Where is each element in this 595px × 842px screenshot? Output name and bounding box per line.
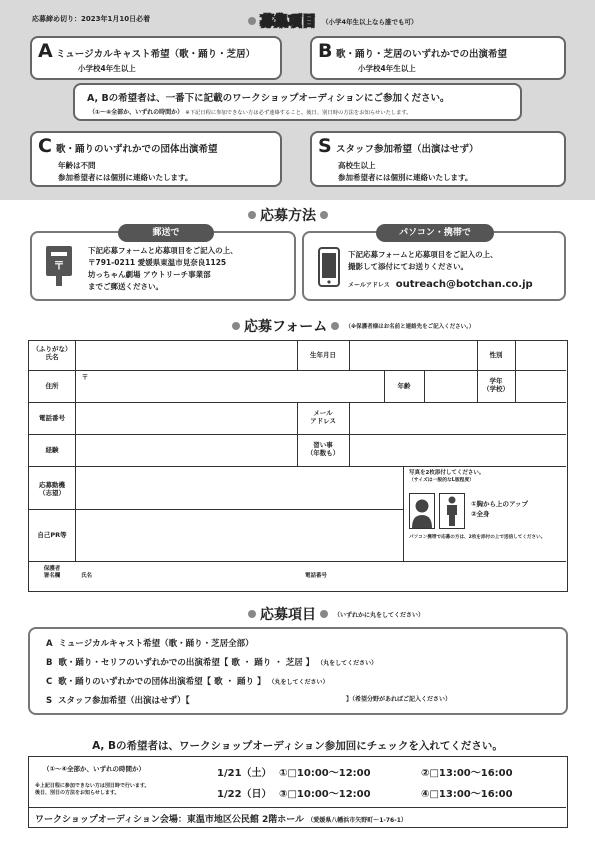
form-divider: [403, 466, 404, 561]
apply-letter: B: [46, 658, 53, 668]
card-sub: 高校生以上: [338, 161, 376, 170]
apply-row-s[interactable]: [46, 694, 190, 706]
bullet-dot-icon: [320, 610, 328, 618]
bullet-dot-icon: [331, 322, 339, 330]
workshop-note-1: （①〜④全部か、いずれの時間か）: [43, 765, 146, 773]
ab-notice-box: [73, 83, 522, 121]
apply-text: 歌・踊りのいずれかでの団体出演希望【 歌 ・ 踊り 】: [58, 677, 266, 687]
label-guardian: [29, 566, 75, 580]
bullet-dot-icon: [248, 610, 256, 618]
apply-letter: S: [46, 696, 53, 706]
label-email-1: メール: [313, 409, 333, 417]
method-title: 応募方法: [260, 208, 316, 224]
label-hobby-note: （年数も）: [306, 449, 340, 457]
form-divider: [349, 402, 350, 466]
bullet-dot-icon: [248, 211, 256, 219]
workshop-day-2: 1/22（日）: [217, 789, 272, 800]
label-pr: 自己PR等: [37, 531, 67, 539]
card-heading: ミュージカルキャスト希望（歌・踊り・芝居）: [56, 49, 256, 60]
form-divider: [515, 341, 516, 402]
photo-option-1: ①胸から上のアップ: [471, 500, 529, 508]
label-motive-note: （志望）: [39, 489, 65, 497]
svg-text:〒: 〒: [53, 259, 65, 272]
card-letter: A: [38, 40, 53, 62]
postal-mark: 〒: [81, 373, 89, 381]
label-school-note: （学校）: [483, 385, 509, 393]
method-post-label: 郵送で: [118, 224, 214, 242]
mailbox-icon: [44, 245, 74, 287]
label-address: 住所: [45, 382, 59, 390]
apply-list-box: [28, 627, 568, 715]
label-experience: 経験: [45, 446, 59, 454]
label-gender: 性別: [489, 351, 503, 359]
label-email: [297, 409, 349, 425]
bullet-dot-icon: [232, 322, 240, 330]
card-letter: B: [318, 40, 333, 62]
label-motive-text: 応募動機: [39, 481, 65, 489]
label-phone: 電話番号: [39, 414, 65, 422]
apply-row-a[interactable]: [46, 637, 254, 649]
method-section-title: [248, 205, 328, 225]
workshop-slot-2[interactable]: ②□13:00〜16:00: [421, 768, 513, 779]
mail-address-label: メールアドレス: [348, 282, 390, 289]
workshop-note-2a: ※上記日程に参加できない方は別日時で行います。: [35, 783, 150, 789]
method-post-line: までご郵送ください。: [88, 282, 163, 291]
apply-title: 応募項目: [260, 607, 316, 623]
form-divider: [424, 370, 425, 402]
workshop-box: [28, 756, 568, 828]
method-pc-line: 撮影して添付にてお送りください。: [348, 262, 468, 271]
label-school: [477, 377, 515, 393]
label-name: [29, 345, 75, 361]
label-email-2: アドレス: [310, 417, 336, 425]
smartphone-icon: [318, 247, 340, 287]
bullet-dot-icon: [248, 17, 256, 25]
card-heading: 歌・踊りのいずれかでの団体出演希望: [56, 144, 218, 155]
method-post-line: 〒791-0211 愛媛県東温市見奈良1125: [88, 258, 227, 267]
method-post-box: [30, 228, 296, 301]
card-sub-2: 参加希望者には個別に連絡いたします。: [338, 173, 473, 182]
apply-section-title: [248, 604, 424, 624]
label-hobby-text: 習い事: [313, 441, 333, 449]
apply-letter: C: [46, 677, 53, 687]
label-age: 年齢: [397, 382, 411, 390]
method-post-line: 下記応募フォームと応募項目をご記入の上、: [88, 246, 238, 255]
label-school-text: 学年: [489, 377, 503, 385]
method-post-text: [88, 245, 238, 293]
workshop-slot-1[interactable]: ①□10:00〜12:00: [279, 768, 371, 779]
form-divider: [29, 561, 566, 562]
form-title: 応募フォーム: [244, 319, 328, 335]
workshop-slot-4[interactable]: ④□13:00〜16:00: [421, 789, 513, 800]
method-pc-text: [348, 249, 498, 273]
photo-options: [471, 499, 528, 519]
apply-row-s-note: [346, 694, 451, 704]
apply-row-note: 】（希望分野があればご記入ください）: [346, 696, 452, 703]
form-divider: [29, 509, 403, 510]
card-sub: 小学校4年生以上: [358, 64, 416, 73]
label-furigana: （ふりがな）: [32, 345, 72, 353]
recruit-card-s: [310, 131, 566, 187]
ab-notice-caution: ※下記日程に参加できない方は必ず連絡すること。後日、別日時の方法をお知らせいたします。: [185, 110, 412, 116]
ab-notice-sub: [89, 107, 412, 116]
label-guardian-1: 保護者: [43, 566, 61, 572]
apply-row-note: （丸をしてください）: [268, 679, 329, 686]
recruit-card-a: [30, 36, 282, 80]
label-motive: [29, 481, 75, 497]
form-divider: [75, 341, 76, 561]
workshop-note-2b: 後日、別日の方法をお知らせします。: [35, 790, 120, 796]
card-letter: S: [318, 135, 332, 157]
form-section-title: [232, 316, 474, 336]
form-divider: [29, 466, 566, 467]
method-post-line: 坊っちゃん劇場 アウトリーチ事業部: [88, 270, 211, 279]
apply-text: ミュージカルキャスト希望（歌・踊り・芝居全部）: [58, 639, 254, 649]
workshop-title: A, Bの希望者は、ワークショップオーディション参加回にチェックを入れてください。: [92, 740, 503, 752]
workshop-venue: [35, 812, 407, 825]
mail-address[interactable]: outreach@botchan.co.jp: [395, 279, 533, 290]
apply-row-b[interactable]: [46, 656, 377, 668]
photo-upper-body-icon: [409, 493, 435, 529]
card-heading: 歌・踊り・芝居のいずれかでの出演希望: [336, 49, 508, 60]
apply-letter: A: [46, 639, 53, 649]
method-pc-label: パソコン・携帯で: [376, 224, 494, 242]
form-divider: [29, 370, 566, 371]
label-guardian-phone: 電話番号: [305, 573, 328, 579]
recruit-section-title: [248, 11, 418, 31]
ab-notice-times: （①〜④全部か、いずれの時間か）: [89, 109, 184, 116]
label-guardian-2: 署名欄: [43, 573, 61, 579]
card-sub: 小学校4年生以上: [78, 64, 136, 73]
card-heading: スタッフ参加希望（出演はせず）: [336, 144, 479, 155]
ab-notice: A, Bの希望者は、一番下に記載のワークショップオーディションにご参加ください。: [87, 93, 450, 104]
photo-instructions: [409, 469, 563, 485]
card-letter: C: [38, 135, 52, 157]
label-birthday: 生年月日: [310, 351, 336, 359]
card-sub: 年齢は不問: [58, 161, 96, 170]
workshop-note-2: [35, 783, 149, 797]
recruit-card-c: [30, 131, 282, 187]
photo-size: （サイズは一般的なL版程度）: [409, 478, 475, 483]
workshop-day-1: 1/21（土）: [217, 768, 272, 779]
photo-label: 写真を2枚添付してください。: [409, 470, 485, 476]
form-note: （※保護者様はお名前と連絡先をご記入ください。）: [345, 324, 475, 330]
recruit-card-b: [310, 36, 566, 80]
method-pc-line: 下記応募フォームと応募項目をご記入の上、: [348, 250, 498, 259]
workshop-venue-address: （愛媛県八幡浜市矢野町〜1-76-1）: [307, 817, 407, 824]
application-form: [28, 340, 568, 592]
photo-option-2: ②全身: [471, 510, 490, 518]
workshop-divider: [29, 807, 566, 808]
label-guardian-name: 氏名: [81, 573, 93, 579]
label-hobby: [297, 441, 349, 457]
workshop-venue-name: ワークショップオーディション会場：東温市地区公民館 2階ホール: [35, 815, 305, 825]
apply-text: スタッフ参加希望（出演はせず）【: [58, 696, 190, 706]
photo-note: パソコン携帯で応募の方は、2枚を添付の上で送信してください。: [409, 535, 546, 540]
apply-note: （いずれかに丸をしてください）: [334, 611, 425, 619]
recruit-note: （小学4年生以上なら誰でも可）: [322, 17, 418, 26]
apply-text: 歌・踊り・セリフのいずれかでの出演希望【 歌 ・ 踊り ・ 芝居 】: [58, 658, 315, 668]
card-sub-2: 参加希望者には個別に連絡いたします。: [58, 173, 193, 182]
workshop-slot-3[interactable]: ③□10:00〜12:00: [279, 789, 371, 800]
method-mail-row: [348, 279, 533, 290]
deadline-text: 応募締め切り：2023年1月10日必着: [32, 15, 151, 23]
apply-row-c[interactable]: [46, 675, 329, 687]
form-divider: [349, 341, 350, 370]
apply-row-note: （丸をしてください）: [317, 660, 378, 667]
recruit-title: 募集項目: [260, 14, 316, 30]
photo-full-body-icon: [439, 493, 465, 529]
method-pc-box: [302, 228, 566, 301]
label-name-text: 氏名: [45, 353, 59, 361]
bullet-dot-icon: [320, 211, 328, 219]
